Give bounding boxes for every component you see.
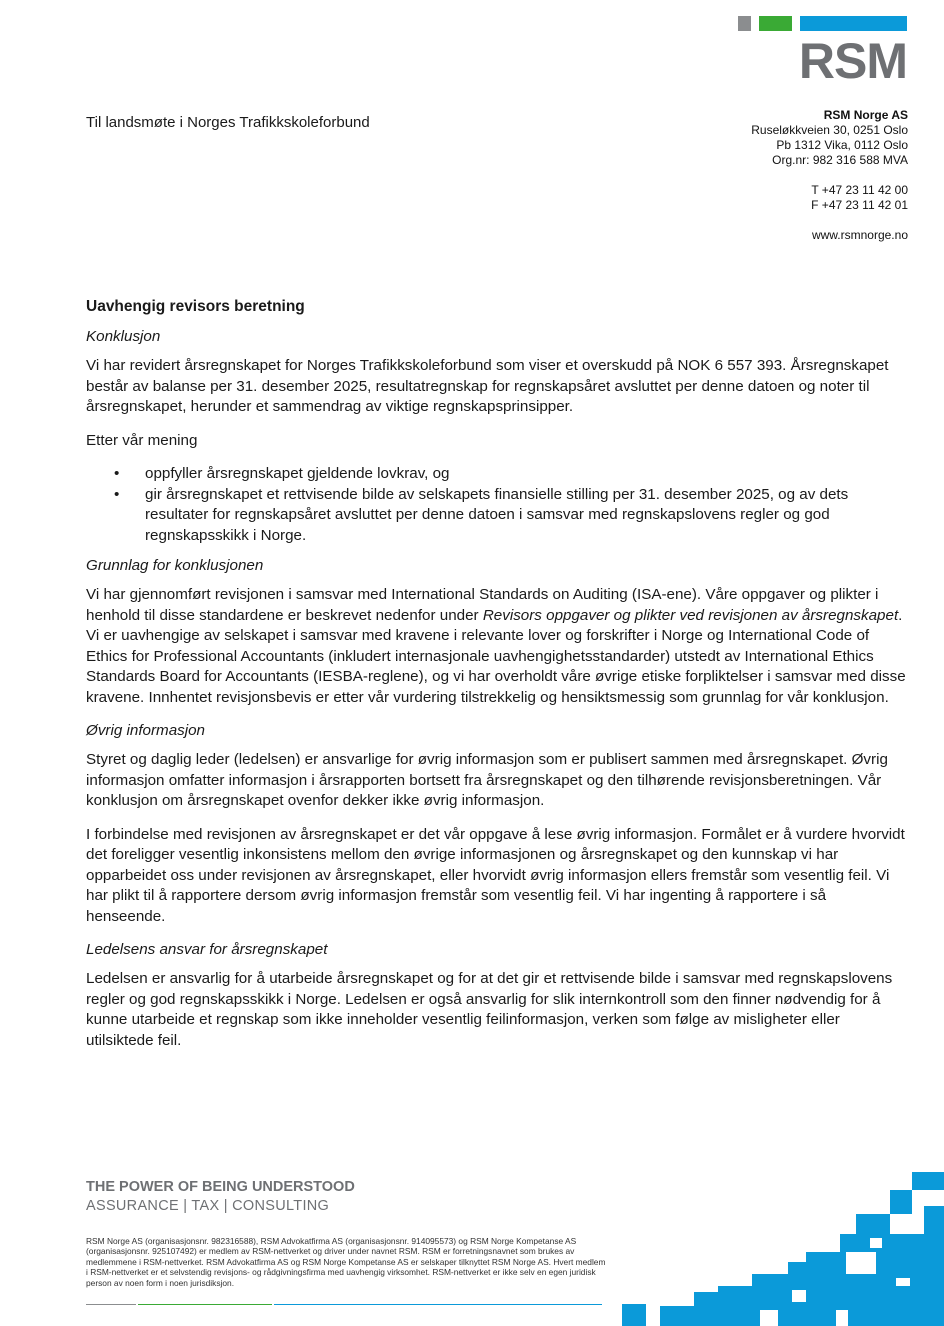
report-title: Uavhengig revisors beretning [86, 298, 305, 315]
company-address-street: Ruseløkkveien 30, 0251 Oslo [751, 123, 908, 137]
footer-tagline [86, 1178, 355, 1216]
ovrig-paragraph-2: I forbindelse med revisjonen av årsregnskapet er det vår oppgave å lese øvrig informasjon. Formålet er å vurdere hvorvidt det foreligger vesentlig inkonsistens mellom den øvrige informasjonen og årsregnskapet og den kunnskap vi har opparbeidet oss under revisjonen av årsregnskapet, eller hvorvidt øvrig informasjon ellers fremstår som vesentlig feil. Vi har plikt til å rapportere dersom øvrig informasjon fremstår som vesentlig feil. Vi har ingenting å rapportere i så henseende. [86, 825, 905, 925]
company-name: RSM Norge AS [823, 108, 908, 122]
footer-legal-text: RSM Norge AS (organisasjonsnr. 982316588), RSM Advokatfirma AS (organisasjonsnr. 914095573) og RSM Norge Kompetanse AS (organisasjonsnr. 925107492) er medlem av RSM-nettverket og driver under navnet RSM. RSM er forretningsnavnet som brukes av medlemmene i RSM-nettverket. RSM Advokatfirma AS og RSM Norge Kompetanse AS er selskaper tilknyttet RSM Norge AS. Hvert medlem i RSM-nettverket er et selvstendig revisjons- og rådgivningsfirma med uavhengig virksomhet. RSM-nettverket er ikke selv en egen juridisk person av noen form i noen jurisdiksjon. [86, 1236, 606, 1288]
logo-green-bar [759, 16, 792, 31]
rsm-logo [737, 16, 907, 88]
ledelsen-paragraph: Ledelsen er ansvarlig for å utarbeide årsregnskapet og for at det gir et rettvisende bilde i samsvar med regnskapslovens regler og god regnskapsskikk i Norge. Ledelsen er også ansvarlig for slik internkontroll som den finner nødvendig for å kunne utarbeide et regnskap som ikke inneholder vesentlig feilinformasjon, verken som følge av misligheter eller utilsiktede feil. [86, 970, 893, 1049]
grunnlag-paragraph: Vi har gjennomført revisjonen i samsvar med International Standards on Auditing (ISA-ene). Våre oppgaver og plikter i henhold til disse standardene er beskrevet nedenfor under Revisors oppgaver og plikter ved revisjonen av årsregnskapet. Vi er uavhengige av selskapet i samsvar med kravene i relevante lover og forskrifter i Norge og International Code of Ethics for Professional Accountants (inkludert internasjonale uavhengighetsstandarder) utstedt av International Ethics Standards Board for Accountants (IESBA-reglene), og vi har overholdt våre øvrige etiske forpliktelser i samsvar med disse kravene. Innhentet revisjonsbevis er etter vår vurdering tilstrekkelig og hensiktsmessig som grunnlag for vår konklusjon. [86, 586, 906, 706]
company-fax: F +47 23 11 42 01 [811, 198, 908, 212]
list-item: • oppfyller årsregnskapet gjeldende lovkrav, og [145, 464, 906, 485]
company-phone: T +47 23 11 42 00 [811, 183, 908, 197]
tagline-power: THE POWER OF BEING UNDERSTOOD [86, 1179, 355, 1195]
company-address-po: Pb 1312 Vika, 0112 Oslo [776, 138, 908, 152]
konklusjon-paragraph-1: Vi har revidert årsregnskapet for Norges Trafikkskoleforbund som viser et overskudd på NOK 6 557 393. Årsregnskapet består av balanse per 31. desember 2025, resultatregnskap for regnskapsåret avsluttet per denne datoen og noter til årsregnskapet, herunder et sammendrag av viktige regnskapsprinsipper. [86, 357, 889, 415]
company-website: www.rsmnorge.no [811, 228, 908, 242]
tagline-services: ASSURANCE | TAX | CONSULTING [86, 1198, 330, 1214]
footer-rule-grey [86, 1304, 136, 1305]
heading-ovrig-informasjon: Øvrig informasjon [86, 722, 206, 739]
footer-rule-blue [274, 1304, 602, 1305]
report-body [86, 297, 906, 1064]
addressee: Til landsmøte i Norges Trafikkskoleforbund [86, 114, 370, 131]
grunnlag-reference: Revisors oppgaver og plikter ved revisjonen av årsregnskapet [482, 606, 899, 624]
konklusjon-bullet-list [86, 464, 906, 546]
heading-ledelsens-ansvar: Ledelsens ansvar for årsregnskapet [86, 941, 328, 958]
footer-rule-green [138, 1304, 272, 1305]
heading-konklusjon: Konklusjon [86, 328, 161, 345]
heading-grunnlag: Grunnlag for konklusjonen [86, 557, 264, 574]
konklusjon-paragraph-2: Etter vår mening [86, 431, 198, 449]
list-item: • gir årsregnskapet et rettvisende bilde av selskapets finansielle stilling per 31. desember 2025, og av dets resultater for regnskapsåret avsluttet per denne datoen i samsvar med regnskapslovens regler og god regnskapsskikk i Norge. [145, 485, 906, 547]
company-orgnr: Org.nr: 982 316 588 MVA [772, 153, 908, 167]
logo-blue-bar [800, 16, 907, 31]
logo-grey-bar [738, 16, 751, 31]
ovrig-paragraph-1: Styret og daglig leder (ledelsen) er ansvarlige for øvrig informasjon som er publisert sammen med årsregnskapet. Øvrig informasjon omfatter informasjon i årsrapporten bortsett fra årsregnskapet og den tilhørende revisjonsberetningen. Vår konklusjon om årsregnskapet ovenfor dekker ikke øvrig informasjon. [86, 751, 888, 809]
logo-wordmark: RSM [798, 33, 907, 89]
company-info [751, 108, 908, 243]
